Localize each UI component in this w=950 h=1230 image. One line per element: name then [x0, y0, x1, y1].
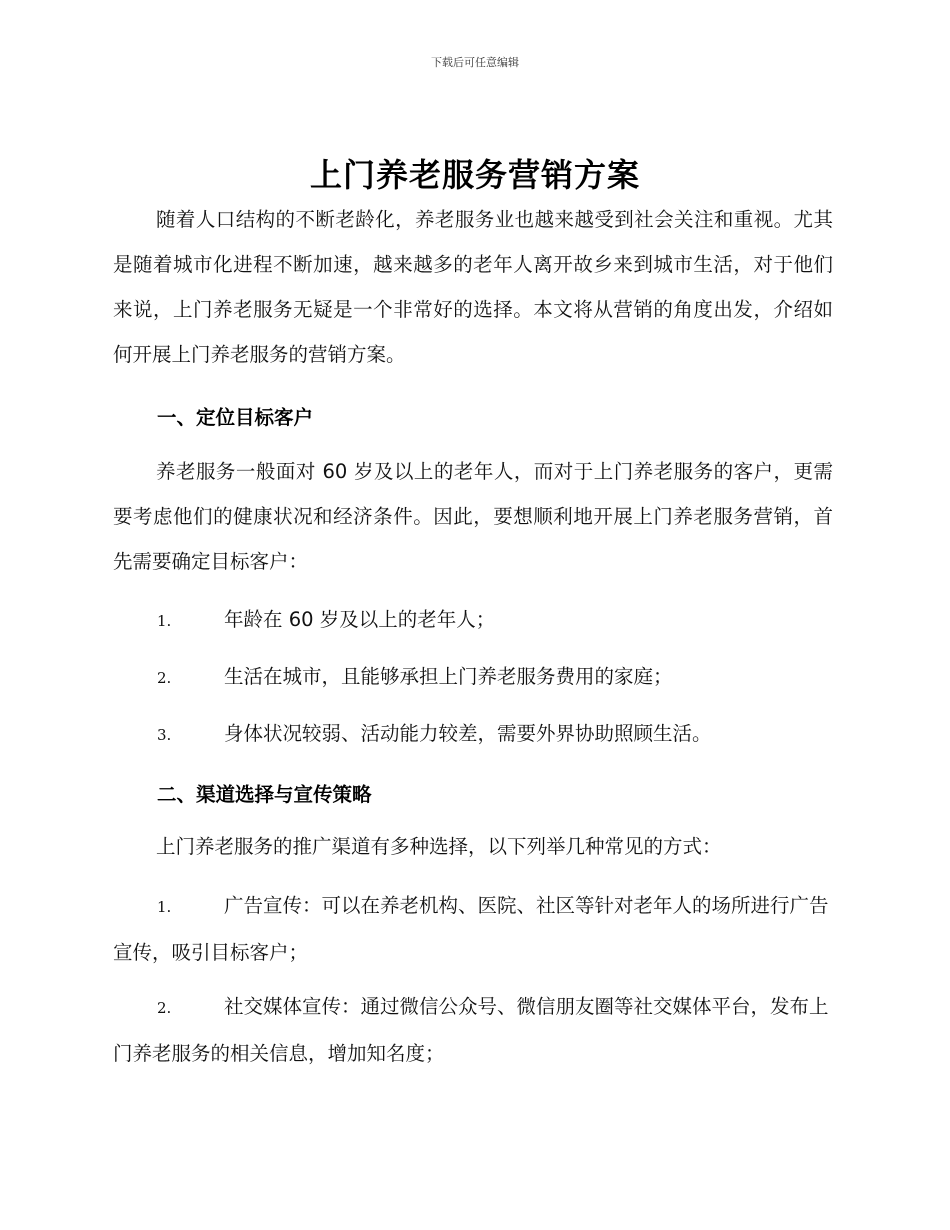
section2-paragraph: 上门养老服务的推广渠道有多种选择，以下列举几种常见的方式： [156, 835, 722, 858]
list-item [113, 654, 833, 701]
list-number: 3. [157, 726, 172, 744]
list-number: 1. [157, 612, 172, 630]
list-text: 社交媒体宣传：通过微信公众号、微信朋友圈等社交媒体平台，发布上门养老服务的相关信息，增加知名度； [113, 995, 829, 1065]
list-number: 1. [157, 898, 172, 916]
section-heading-2: 二、渠道选择与宣传策略 [157, 783, 372, 806]
section1-paragraph: 养老服务一般面对 60 岁及以上的老年人，而对于上门养老服务的客户，更需要考虑他们的健康状况和经济条件。因此，要想顺利地开展上门养老服务营销，首先需要确定目标客户： [113, 460, 833, 573]
list-text: 身体状况较弱、活动能力较差，需要外界协助照顾生活。 [224, 722, 712, 745]
list-text: 广告宣传：可以在养老机构、医院、社区等针对老年人的场所进行广告宣传，吸引目标客户； [113, 894, 829, 964]
list-item [113, 597, 833, 644]
list-number: 2. [157, 669, 172, 687]
list-text: 年龄在 60 岁及以上的老年人； [224, 608, 496, 631]
list-item [113, 711, 833, 758]
list-item [113, 984, 833, 1076]
list-text: 生活在城市，且能够承担上门养老服务费用的家庭； [224, 665, 673, 688]
page-title: 上门养老服务营销方案 [309, 156, 640, 194]
header-note: 下载后可任意编辑 [431, 56, 519, 69]
list-item [113, 883, 833, 975]
intro-paragraph: 随着人口结构的不断老龄化，养老服务业也越来越受到社会关注和重视。尤其是随着城市化进程不断加速，越来越多的老年人离开故乡来到城市生活，对于他们来说，上门养老服务无疑是一个非常好的选择。本文将从营销的角度出发，介绍如何开展上门养老服务的营销方案。 [113, 208, 833, 366]
section-heading-1: 一、定位目标客户 [157, 406, 314, 429]
list-number: 2. [157, 999, 172, 1017]
